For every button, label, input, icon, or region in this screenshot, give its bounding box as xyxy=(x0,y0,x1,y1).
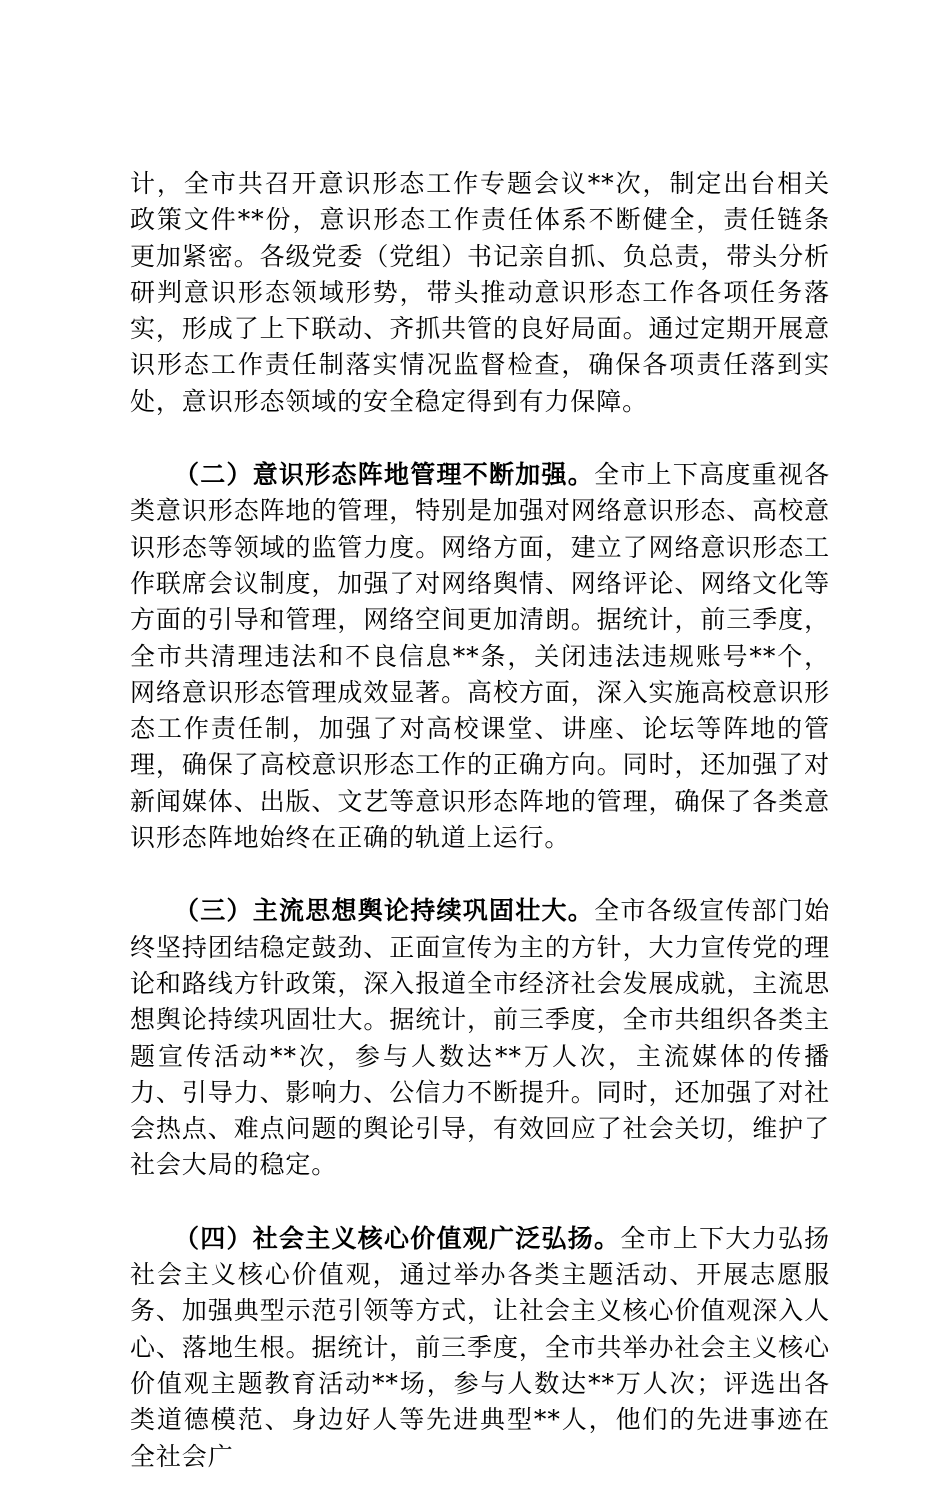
section-heading: （四）社会主义核心价值观广泛弘扬。 xyxy=(174,1223,621,1253)
paragraph-section-4 xyxy=(130,1221,830,1475)
paragraph-text: 计，全市共召开意识形态工作专题会议**次，制定出台相关政策文件**份，意识形态工作责任体系不断健全，责任链条更加紧密。各级党委（党组）书记亲自抓、负总责，带头分析研判意识形态领域形势，带头推动意识形态工作各项任务落实，形成了上下联动、齐抓共管的良好局面。通过定期开展意识形态工作责任制落实情况监督检查，确保各项责任落到实处，意识形态领域的安全稳定得到有力保障。 xyxy=(130,169,830,416)
document-body xyxy=(130,166,830,1512)
paragraph-text: 全市上下高度重视各类意识形态阵地的管理，特别是加强对网络意识形态、高校意识形态等领域的监管力度。网络方面，建立了网络意识形态工作联席会议制度，加强了对网络舆情、网络评论、网络文化等方面的引导和管理，网络空间更加清朗。据统计，前三季度，全市共清理违法和不良信息**条，关闭违法违规账号**个，网络意识形态管理成效显著。高校方面，深入实施高校意识形态工作责任制，加强了对高校课堂、讲座、论坛等阵地的管理，确保了高校意识形态工作的正确方向。同时，还加强了对新闻媒体、出版、文艺等意识形态阵地的管理，确保了各类意识形态阵地始终在正确的轨道上运行。 xyxy=(130,460,830,853)
paragraph-intro-continued xyxy=(130,166,830,420)
section-heading: （三）主流思想舆论持续巩固壮大。 xyxy=(174,896,595,926)
section-heading: （二）意识形态阵地管理不断加强。 xyxy=(174,460,595,490)
paragraph-text: 全市上下大力弘扬社会主义核心价值观，通过举办各类主题活动、开展志愿服务、加强典型示范引领等方式，让社会主义核心价值观深入人心、落地生根。据统计，前三季度，全市共举办社会主义核心价值观主题教育活动**场，参与人数达**万人次；评选出各类道德模范、身边好人等先进典型**人，他们的先进事迹在全社会广 xyxy=(130,1223,830,1471)
paragraph-section-3 xyxy=(130,893,830,1183)
paragraph-section-2 xyxy=(130,457,830,856)
paragraph-text: 全市各级宣传部门始终坚持团结稳定鼓劲、正面宣传为主的方针，大力宣传党的理论和路线方针政策，深入报道全市经济社会发展成就，主流思想舆论持续巩固壮大。据统计，前三季度，全市共组织各类主题宣传活动**次，参与人数达**万人次，主流媒体的传播力、引导力、影响力、公信力不断提升。同时，还加强了对社会热点、难点问题的舆论引导，有效回应了社会关切，维护了社会大局的稳定。 xyxy=(130,896,830,1180)
